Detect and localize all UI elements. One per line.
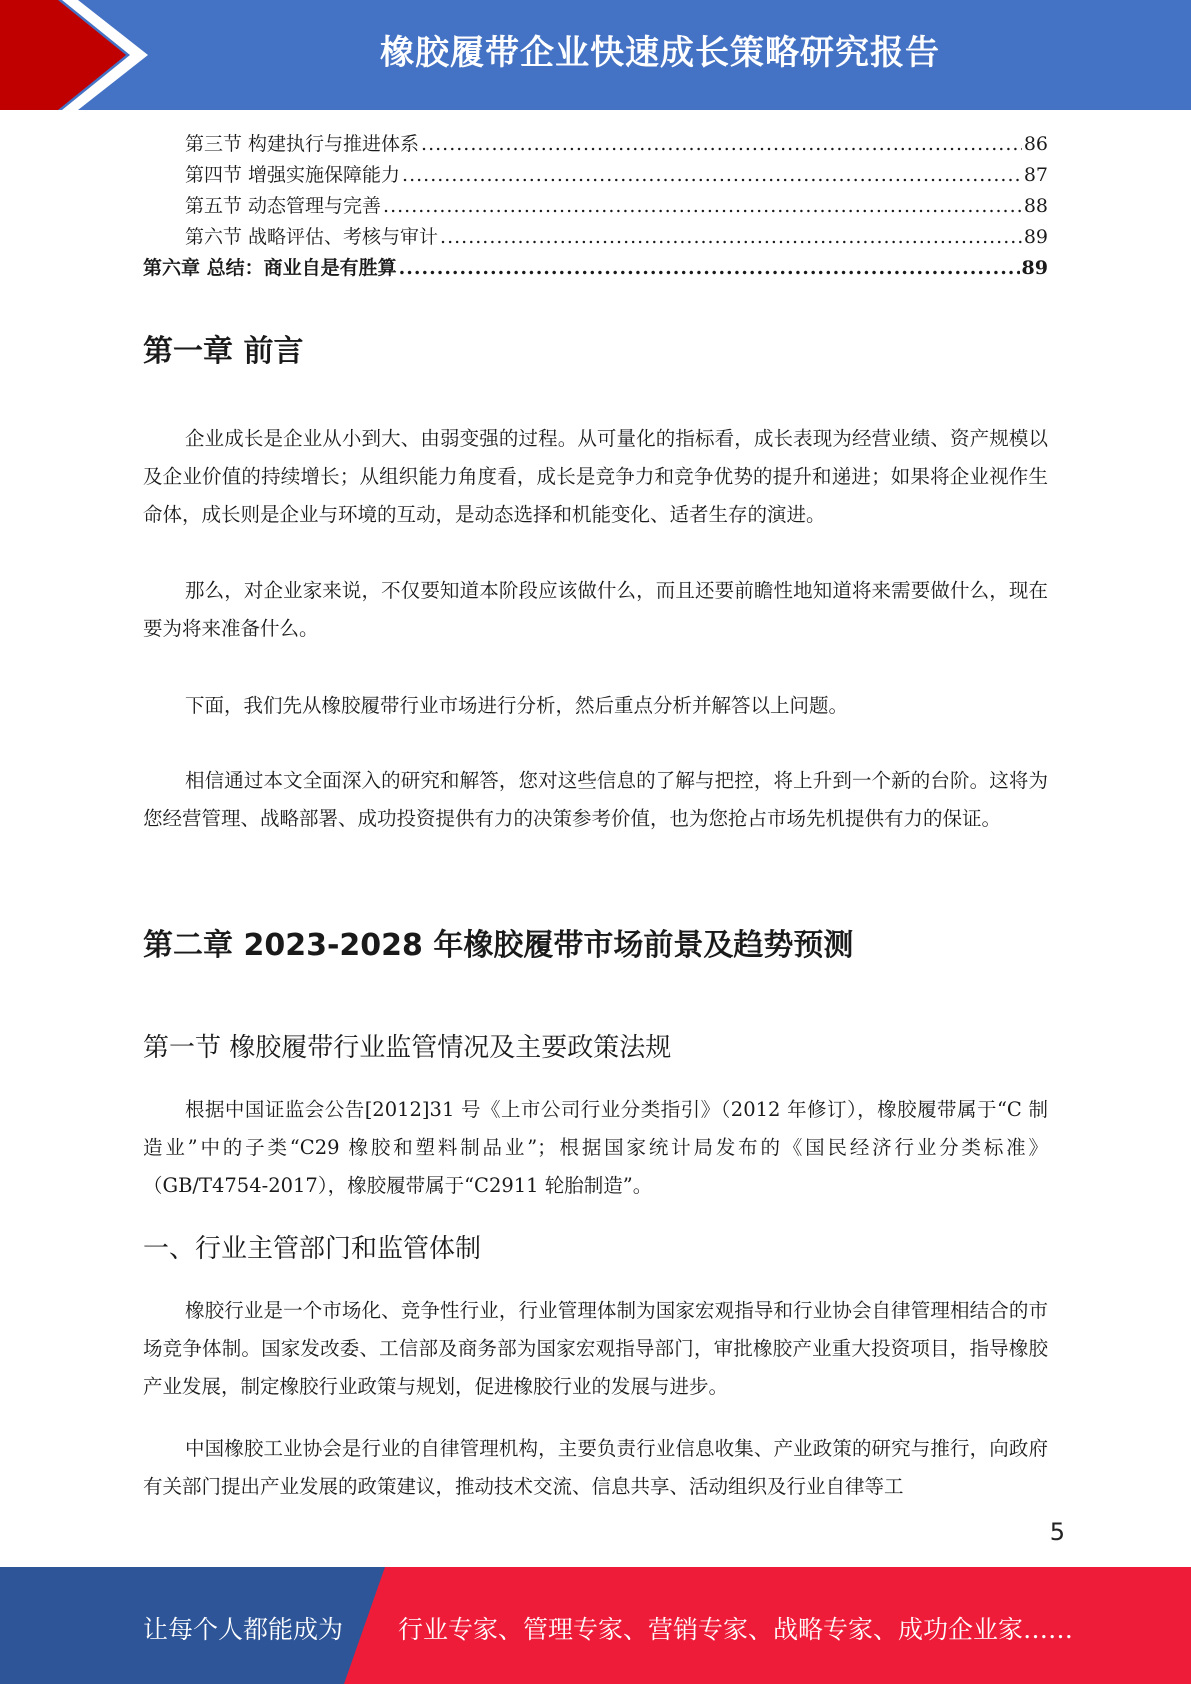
toc-leader-dots: [383, 191, 1022, 222]
paragraph: 相信通过本文全面深入的研究和解答，您对这些信息的了解与把控，将上升到一个新的台阶。这将为您经营管理、战略部署、成功投资提供有力的决策参考价值，也为您抢占市场先机提供有力的保证。: [143, 769, 1048, 830]
paragraph: 企业成长是企业从小到大、由弱变强的过程。从可量化的指标看，成长表现为经营业绩、资产规模以及企业价值的持续增长；从组织能力角度看，成长是竞争力和竞争优势的提升和递进；如果将企业视作生命体，成长则是企业与环境的互动，是动态选择和机能变化、适者生存的演进。: [143, 427, 1048, 526]
paragraph: 中国橡胶工业协会是行业的自律管理机构，主要负责行业信息收集、产业政策的研究与推行，向政府有关部门提出产业发展的政策建议，推动技术交流、信息共享、活动组织及行业自律等工: [143, 1437, 1048, 1498]
toc-leader-dots: [421, 129, 1022, 160]
toc-entry-page: 88: [1023, 195, 1048, 217]
toc-entry[interactable]: [143, 160, 1048, 191]
paragraph: 下面，我们先从橡胶履带行业市场进行分析，然后重点分析并解答以上问题。: [185, 694, 849, 717]
toc-leader-dots: [402, 160, 1022, 191]
toc-entry-page: 86: [1023, 133, 1048, 155]
toc-entry-label: 第三节 构建执行与推进体系: [185, 133, 420, 155]
toc-entry-page: 89: [1021, 257, 1048, 279]
toc-entry-label: 第五节 动态管理与完善: [185, 195, 382, 217]
toc-entry[interactable]: [143, 191, 1048, 222]
paragraph: 那么，对企业家来说，不仅要知道本阶段应该做什么，而且还要前瞻性地知道将来需要做什么，现在要为将来准备什么。: [143, 579, 1048, 640]
toc-entry-label: 第六节 战略评估、考核与审计: [185, 226, 439, 248]
toc-entry[interactable]: [143, 129, 1048, 160]
toc-leader-dots: [440, 222, 1022, 253]
footer-slogan-left: 让每个人都能成为: [143, 1615, 344, 1644]
footer-slogan-right: 行业专家、管理专家、营销专家、战略专家、成功企业家……: [398, 1615, 1074, 1644]
chapter-heading: 第一章 前言: [143, 334, 304, 369]
toc-leader-dots: [399, 253, 1020, 284]
toc-entry-page: 87: [1023, 164, 1048, 186]
paragraph: 橡胶行业是一个市场化、竞争性行业，行业管理体制为国家宏观指导和行业协会自律管理相结合的市场竞争体制。国家发改委、工信部及商务部为国家宏观指导部门，审批橡胶产业重大投资项目，指导橡胶产业发展，制定橡胶行业政策与规划，促进橡胶行业的发展与进步。: [143, 1299, 1048, 1398]
chapter-heading: 第二章 2023-2028 年橡胶履带市场前景及趋势预测: [143, 928, 854, 963]
subsection-heading: 一、行业主管部门和监管体制: [143, 1234, 482, 1264]
page-number: 5: [1049, 1518, 1065, 1546]
header-arrow-decoration: [0, 0, 160, 110]
section-heading: 第一节 橡胶履带行业监管情况及主要政策法规: [143, 1033, 672, 1063]
toc-entry-label: 第六章 总结：商业自是有胜算: [143, 257, 397, 279]
toc-entry-page: 89: [1023, 226, 1048, 248]
paragraph: 根据中国证监会公告[2012]31 号《上市公司行业分类指引》（2012 年修订），橡胶履带属于“C 制造业”中的子类“C29 橡胶和塑料制品业”；根据国家统计局发布的《国民经济行业分类标准》（GB/T4754-2017），橡胶履带属于“C2911 轮胎制造”。: [143, 1098, 1048, 1197]
toc-chapter-entry[interactable]: [143, 253, 1048, 284]
toc-entry[interactable]: [143, 222, 1048, 253]
table-of-contents: [143, 129, 1048, 284]
report-title: 橡胶履带企业快速成长策略研究报告: [380, 33, 940, 73]
toc-entry-label: 第四节 增强实施保障能力: [185, 164, 401, 186]
